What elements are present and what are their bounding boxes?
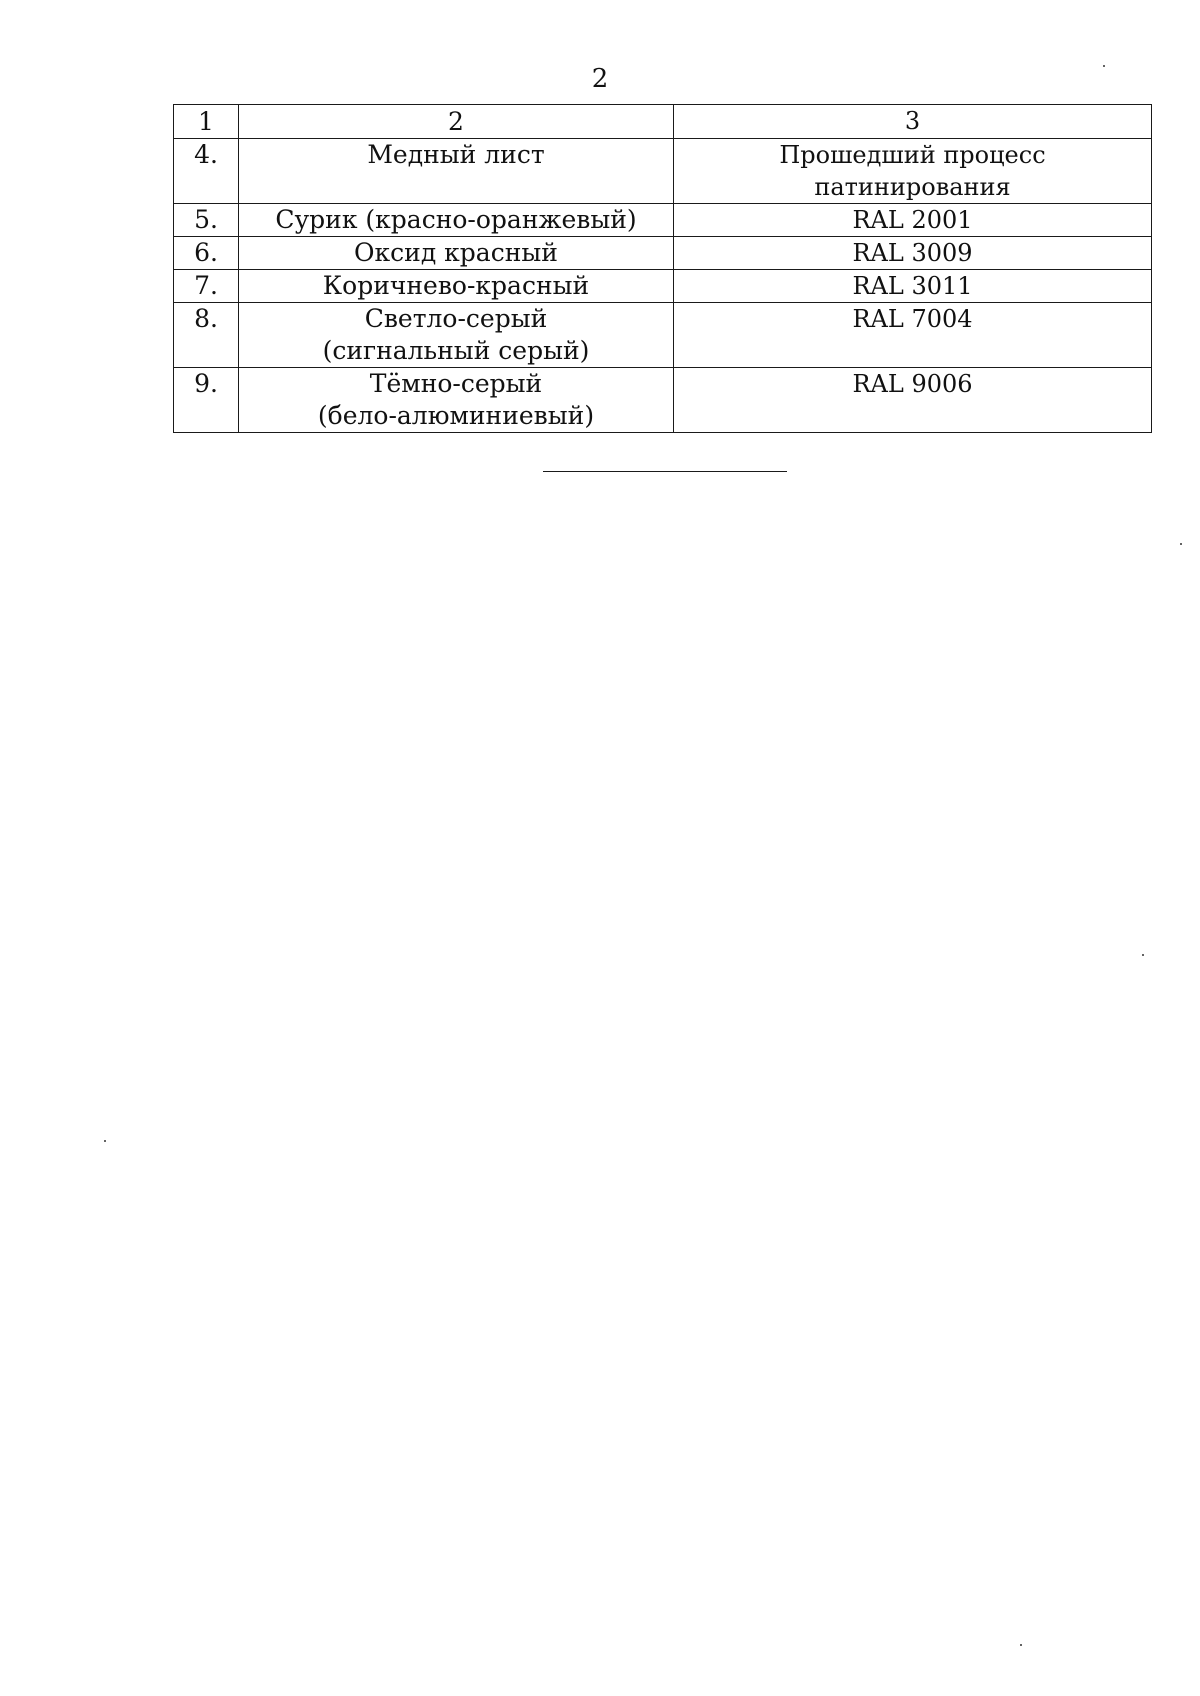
row-number: 5.	[174, 204, 239, 237]
table-row	[174, 368, 1152, 433]
color-code: RAL 2001	[674, 204, 1152, 237]
color-name: Светло-серый (сигнальный серый)	[239, 303, 674, 368]
color-code: RAL 3011	[674, 270, 1152, 303]
color-name: Сурик (красно-оранжевый)	[239, 204, 674, 237]
scan-speck	[1142, 954, 1144, 956]
color-code: RAL 9006	[674, 368, 1152, 433]
scan-speck	[1180, 543, 1182, 545]
color-name: Оксид красный	[239, 237, 674, 270]
table-row	[174, 303, 1152, 368]
header-cell-1: 1	[174, 105, 239, 139]
end-of-document-rule	[543, 471, 787, 472]
scan-speck	[104, 1140, 106, 1142]
header-cell-3: 3	[674, 105, 1152, 139]
row-number: 7.	[174, 270, 239, 303]
color-name: Тёмно-серый (бело-алюминиевый)	[239, 368, 674, 433]
color-code: RAL 3009	[674, 237, 1152, 270]
row-number: 8.	[174, 303, 239, 368]
row-number: 6.	[174, 237, 239, 270]
color-table-container	[173, 104, 1151, 433]
row-number: 9.	[174, 368, 239, 433]
color-code: RAL 7004	[674, 303, 1152, 368]
color-name: Коричнево-красный	[239, 270, 674, 303]
color-table	[173, 104, 1152, 433]
header-cell-2: 2	[239, 105, 674, 139]
table-header-row	[174, 105, 1152, 139]
color-name: Медный лист	[239, 139, 674, 204]
page-number: 2	[591, 64, 609, 94]
table-row	[174, 237, 1152, 270]
row-number: 4.	[174, 139, 239, 204]
table-row	[174, 139, 1152, 204]
scan-speck	[1103, 65, 1105, 67]
table-row	[174, 204, 1152, 237]
scan-speck	[1020, 1644, 1022, 1646]
table-row	[174, 270, 1152, 303]
color-code: Прошедший процесс патинирования	[674, 139, 1152, 204]
